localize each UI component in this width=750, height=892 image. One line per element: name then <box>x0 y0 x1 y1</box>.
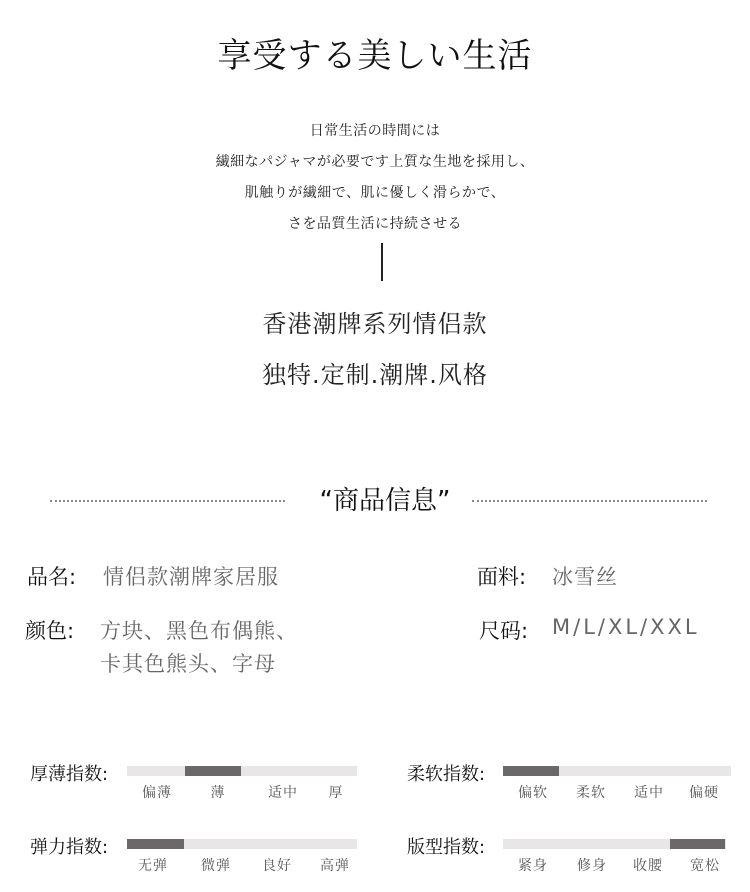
name-value: 情侣款潮牌家居服 <box>103 565 279 589</box>
subtitle-line-1: 香港潮牌系列情侣款 <box>262 310 488 338</box>
fit-tick-1: 紧身 <box>518 858 548 874</box>
size-label: 尺码: <box>479 619 529 643</box>
softness-tick-2: 柔软 <box>576 785 606 801</box>
dotted-divider-right <box>472 500 707 502</box>
color-value-line-2: 卡其色熊头、字母 <box>100 652 276 676</box>
intro-line-4: さを品質生活に持続させる <box>288 216 462 232</box>
thickness-index-label: 厚薄指数: <box>30 764 109 785</box>
section-title: “商品信息” <box>319 486 451 516</box>
color-value-line-1: 方块、黑色布偶熊、 <box>100 619 298 643</box>
fabric-label: 面料: <box>477 565 527 589</box>
elasticity-tick-2: 微弹 <box>201 858 231 874</box>
softness-tick-4: 偏硬 <box>689 785 719 801</box>
intro-line-1: 日常生活の時間には <box>309 123 441 139</box>
fit-tick-4: 宽松 <box>690 858 720 874</box>
elasticity-index-label: 弹力指数: <box>30 837 109 858</box>
thickness-tick-3: 适中 <box>268 785 298 801</box>
softness-index-level <box>503 766 559 776</box>
dotted-divider-left <box>50 500 285 502</box>
fit-tick-2: 修身 <box>577 858 607 874</box>
intro-line-2: 繊細なパジャマが必要です上質な生地を採用し、 <box>215 154 535 170</box>
elasticity-tick-3: 良好 <box>262 858 292 874</box>
color-label: 颜色: <box>25 619 75 643</box>
size-value: M/L/XL/XXL <box>552 615 700 639</box>
name-label: 品名: <box>27 565 77 589</box>
thickness-index-track <box>127 766 357 776</box>
softness-tick-1: 偏软 <box>518 785 548 801</box>
elasticity-tick-4: 高弹 <box>320 858 350 874</box>
fit-tick-3: 收腰 <box>633 858 663 874</box>
thickness-index-level <box>185 766 242 776</box>
fit-index-label: 版型指数: <box>407 837 486 858</box>
page-title: 享受する美しい生活 <box>217 36 533 76</box>
thickness-tick-1: 偏薄 <box>142 785 172 801</box>
softness-tick-3: 适中 <box>634 785 664 801</box>
elasticity-tick-1: 无弹 <box>138 858 168 874</box>
fit-index-level <box>670 839 725 849</box>
vertical-divider <box>381 243 383 281</box>
thickness-tick-2: 薄 <box>210 785 226 801</box>
elasticity-index-track <box>127 839 357 849</box>
thickness-tick-4: 厚 <box>328 785 344 801</box>
fit-index-track <box>503 839 726 849</box>
elasticity-index-level <box>127 839 184 849</box>
softness-index-label: 柔软指数: <box>407 764 486 785</box>
intro-line-3: 肌触りが繊細で、肌に優しく滑らかで、 <box>244 185 506 201</box>
softness-index-track <box>503 766 731 776</box>
fabric-value: 冰雪丝 <box>552 565 618 589</box>
subtitle-line-2: 独特.定制.潮牌.风格 <box>262 361 488 389</box>
